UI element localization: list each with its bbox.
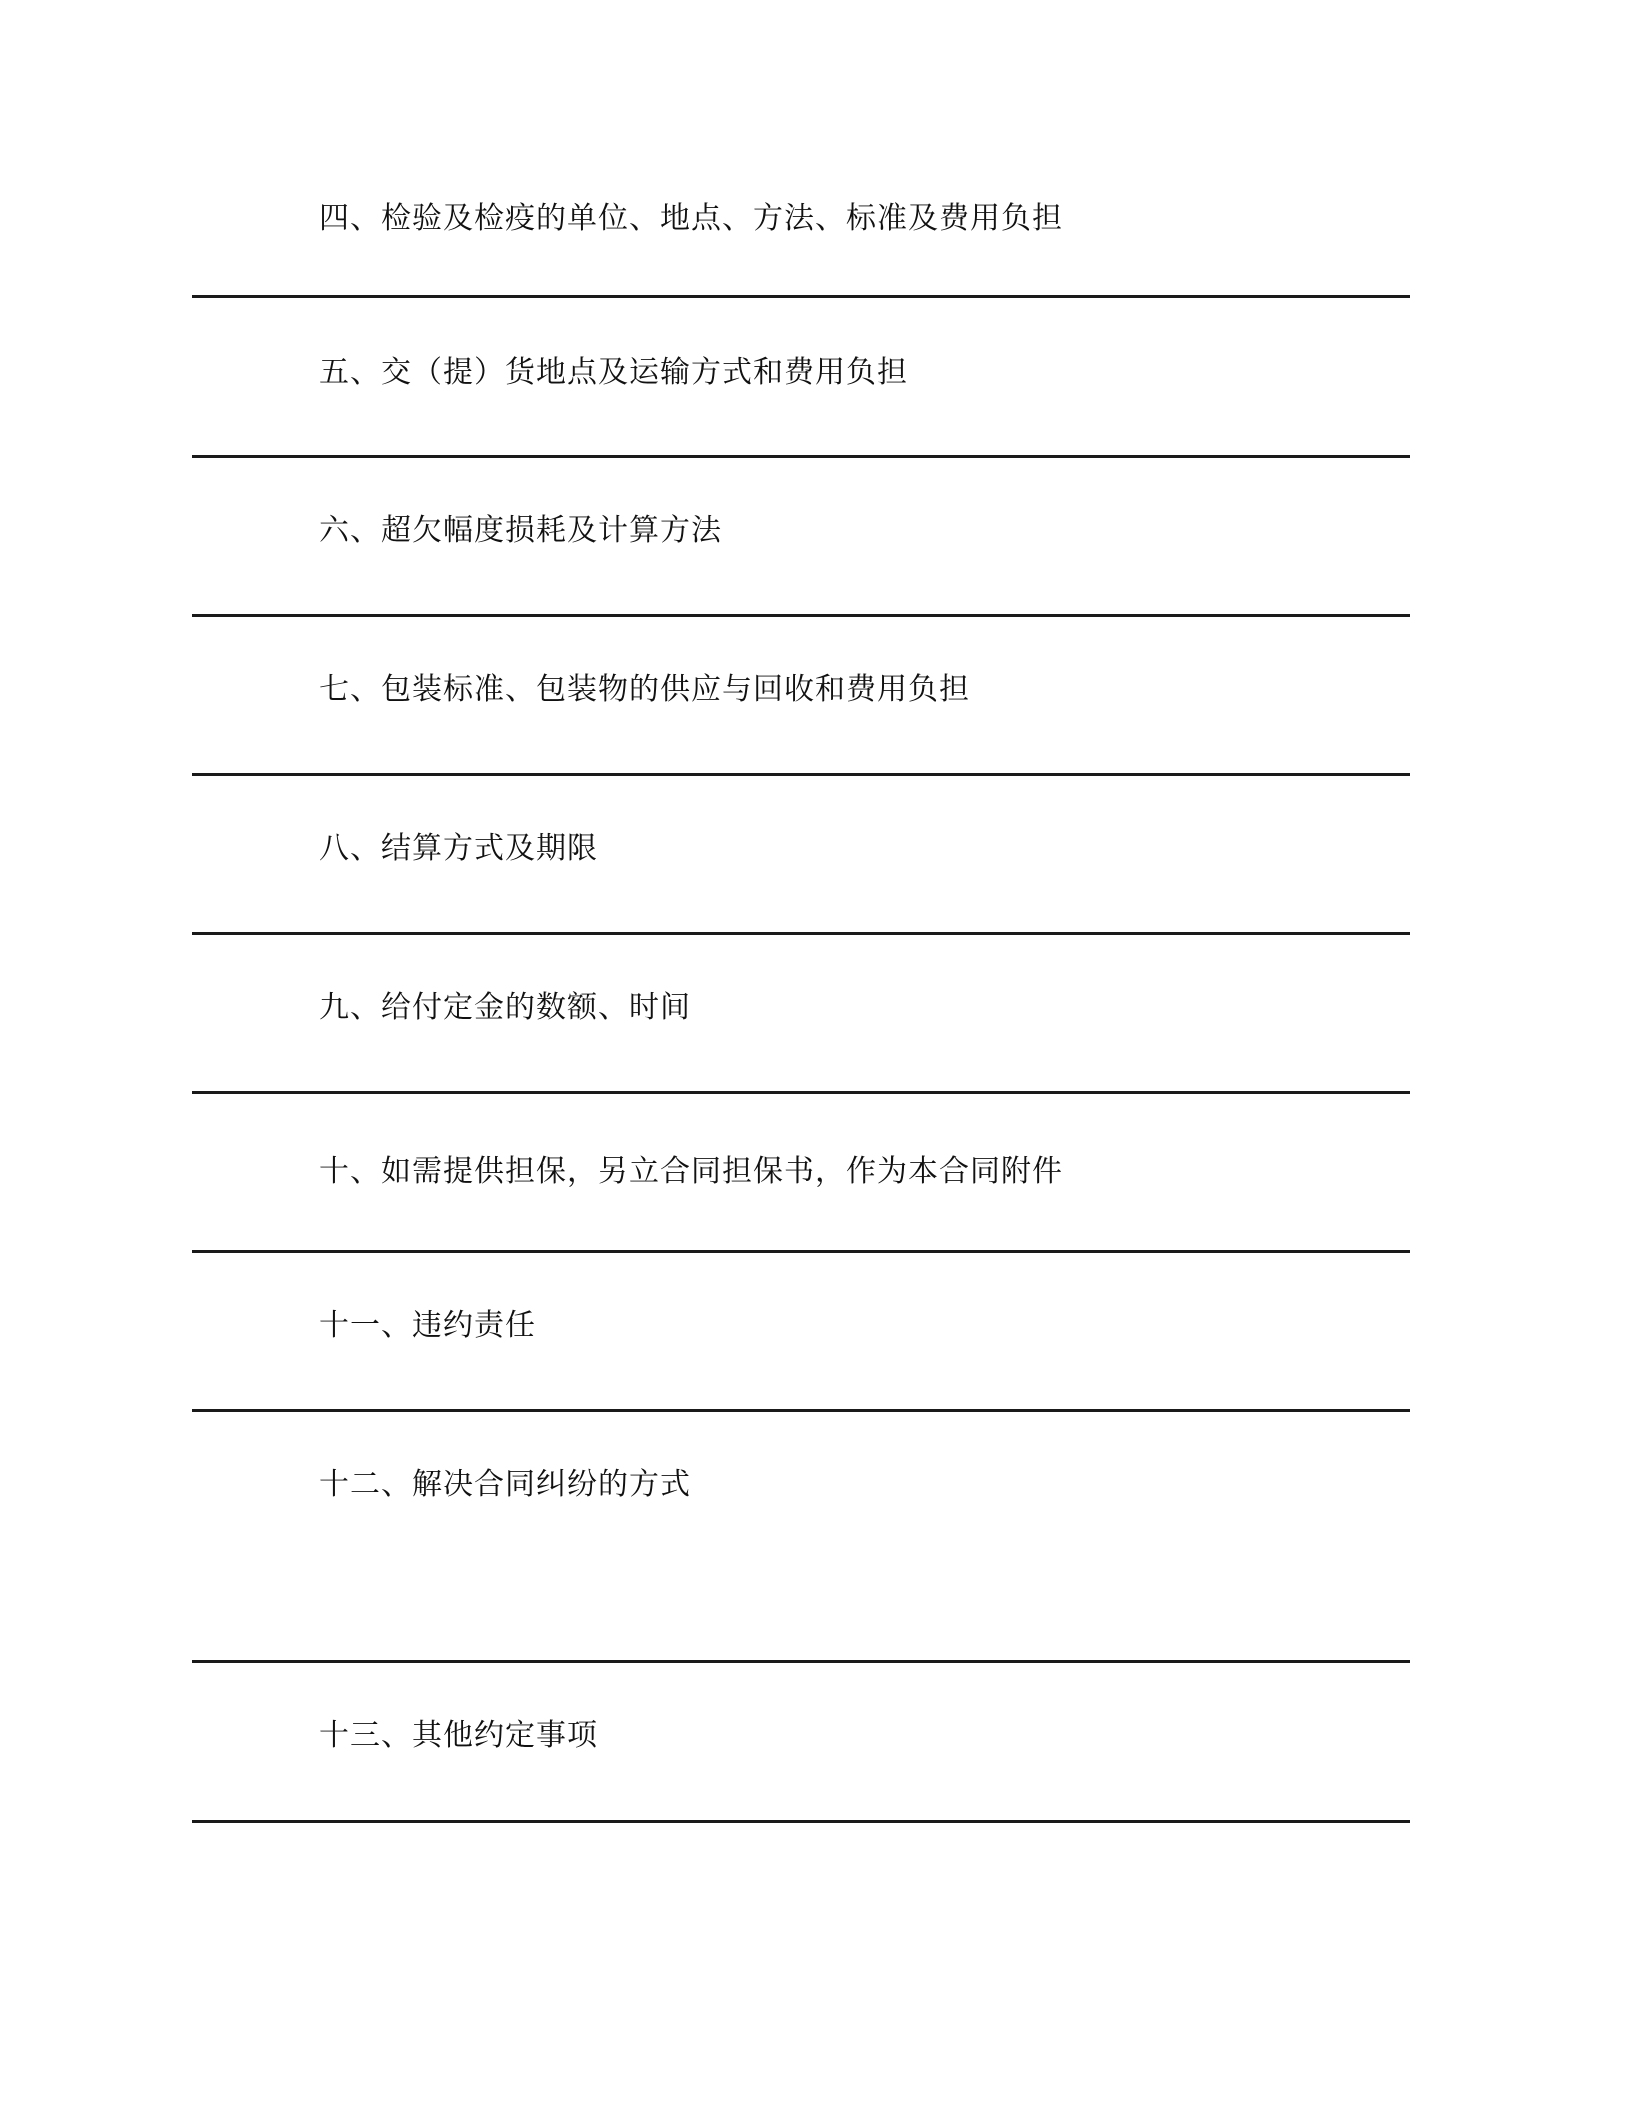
clause-heading-inspection: 四、检验及检疫的单位、地点、方法、标准及费用负担	[319, 201, 1063, 236]
fill-in-line	[192, 1409, 1410, 1412]
clause-heading-dispute-resolution: 十二、解决合同纠纷的方式	[319, 1467, 691, 1502]
fill-in-line	[192, 455, 1410, 458]
fill-in-line	[192, 295, 1410, 298]
fill-in-line	[192, 1250, 1410, 1253]
clause-heading-liability: 十一、违约责任	[319, 1308, 536, 1343]
clause-heading-other-terms: 十三、其他约定事项	[319, 1718, 598, 1753]
clause-heading-delivery: 五、交（提）货地点及运输方式和费用负担	[319, 355, 908, 390]
fill-in-line	[192, 773, 1410, 776]
fill-in-line	[192, 614, 1410, 617]
clause-heading-packaging: 七、包装标准、包装物的供应与回收和费用负担	[319, 672, 970, 707]
fill-in-line	[192, 932, 1410, 935]
clause-heading-guarantee: 十、如需提供担保，另立合同担保书，作为本合同附件	[319, 1154, 1063, 1189]
fill-in-line	[192, 1820, 1410, 1823]
clause-heading-loss-calculation: 六、超欠幅度损耗及计算方法	[319, 513, 722, 548]
fill-in-line	[192, 1091, 1410, 1094]
fill-in-line	[192, 1660, 1410, 1663]
clause-heading-deposit: 九、给付定金的数额、时间	[319, 990, 691, 1025]
clause-heading-settlement: 八、结算方式及期限	[319, 831, 598, 866]
